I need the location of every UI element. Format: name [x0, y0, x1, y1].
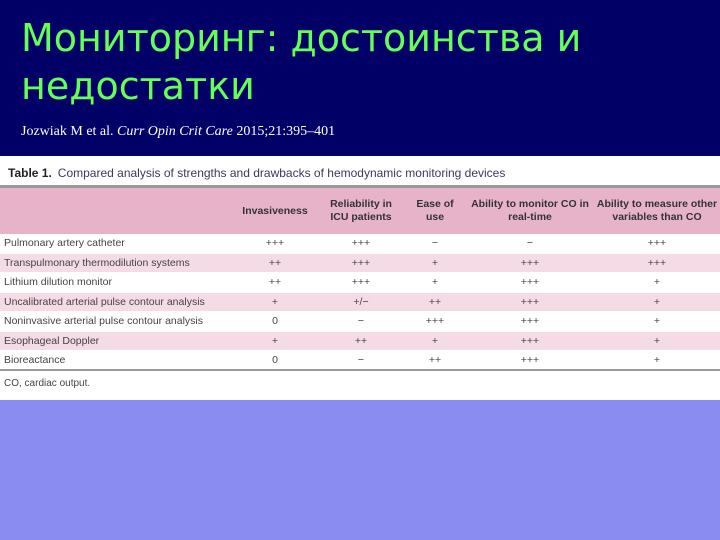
cell-invasiveness: +++	[232, 234, 318, 253]
cell-invasiveness: 0	[232, 351, 318, 371]
cell-monitor-co: +++	[466, 273, 594, 293]
cell-other-variables: +	[594, 351, 720, 371]
column-header-invasiveness: Invasiveness	[232, 188, 318, 234]
row-device-name: Transpulmonary thermodilution systems	[0, 253, 232, 273]
column-header-monitor-co: Ability to monitor CO in real-time	[466, 188, 594, 234]
table-header-row	[0, 188, 720, 234]
cell-other-variables: +	[594, 273, 720, 293]
row-device-name: Noninvasive arterial pulse contour analysis	[0, 312, 232, 332]
table-row	[0, 253, 720, 273]
table-caption-text: Compared analysis of strengths and drawbacks of hemodynamic monitoring devices	[57, 166, 506, 180]
cell-invasiveness: ++	[232, 273, 318, 293]
row-device-name: Uncalibrated arterial pulse contour analysis	[0, 292, 232, 312]
cell-other-variables: +++	[594, 253, 720, 273]
cell-monitor-co: +++	[466, 331, 594, 351]
cell-other-variables: +	[594, 312, 720, 332]
table-footnote: CO, cardiac output.	[4, 378, 91, 389]
row-device-name: Pulmonary artery catheter	[0, 234, 232, 253]
row-device-name: Esophageal Doppler	[0, 331, 232, 351]
cell-invasiveness: +	[232, 292, 318, 312]
cell-ease-of-use: −	[404, 234, 466, 253]
cell-ease-of-use: +	[404, 331, 466, 351]
cell-ease-of-use: ++	[404, 351, 466, 371]
cell-reliability: +/−	[318, 292, 404, 312]
lower-background	[0, 400, 720, 540]
column-header-device	[0, 188, 232, 234]
citation-authors: Jozwiak M et al.	[21, 124, 118, 139]
table-label: Table 1.	[8, 166, 52, 180]
table-bottom-rule	[0, 369, 720, 371]
cell-reliability: +++	[318, 253, 404, 273]
table-row	[0, 331, 720, 351]
table-row	[0, 273, 720, 293]
cell-other-variables: +++	[594, 234, 720, 253]
cell-invasiveness: ++	[232, 253, 318, 273]
cell-monitor-co: +++	[466, 312, 594, 332]
cell-reliability: +++	[318, 273, 404, 293]
cell-reliability: +++	[318, 234, 404, 253]
table-row	[0, 292, 720, 312]
table-row	[0, 234, 720, 253]
table-row	[0, 312, 720, 332]
cell-reliability: −	[318, 312, 404, 332]
cell-ease-of-use: +	[404, 273, 466, 293]
cell-other-variables: +	[594, 331, 720, 351]
cell-invasiveness: +	[232, 331, 318, 351]
table-caption	[8, 166, 505, 180]
citation-journal: Curr Opin Crit Care	[117, 124, 233, 139]
slide-title: Мониторинг: достоинства и недостатки	[21, 16, 582, 108]
column-header-reliability: Reliability in ICU patients	[318, 188, 404, 234]
cell-ease-of-use: +++	[404, 312, 466, 332]
cell-invasiveness: 0	[232, 312, 318, 332]
cell-ease-of-use: ++	[404, 292, 466, 312]
cell-monitor-co: −	[466, 234, 594, 253]
cell-monitor-co: +++	[466, 253, 594, 273]
citation-details: 2015;21:395–401	[232, 124, 336, 139]
slide-header	[0, 0, 720, 156]
cell-reliability: ++	[318, 331, 404, 351]
row-device-name: Lithium dilution monitor	[0, 273, 232, 293]
table-row	[0, 351, 720, 371]
column-header-ease-of-use: Ease of use	[404, 188, 466, 234]
cell-ease-of-use: +	[404, 253, 466, 273]
cell-monitor-co: +++	[466, 351, 594, 371]
cell-other-variables: +	[594, 292, 720, 312]
comparison-table	[0, 188, 720, 371]
table-panel	[0, 156, 720, 400]
cell-monitor-co: +++	[466, 292, 594, 312]
cell-reliability: −	[318, 351, 404, 371]
row-device-name: Bioreactance	[0, 351, 232, 371]
citation	[21, 124, 335, 140]
column-header-other-variables: Ability to measure other variables than CO	[594, 188, 720, 234]
